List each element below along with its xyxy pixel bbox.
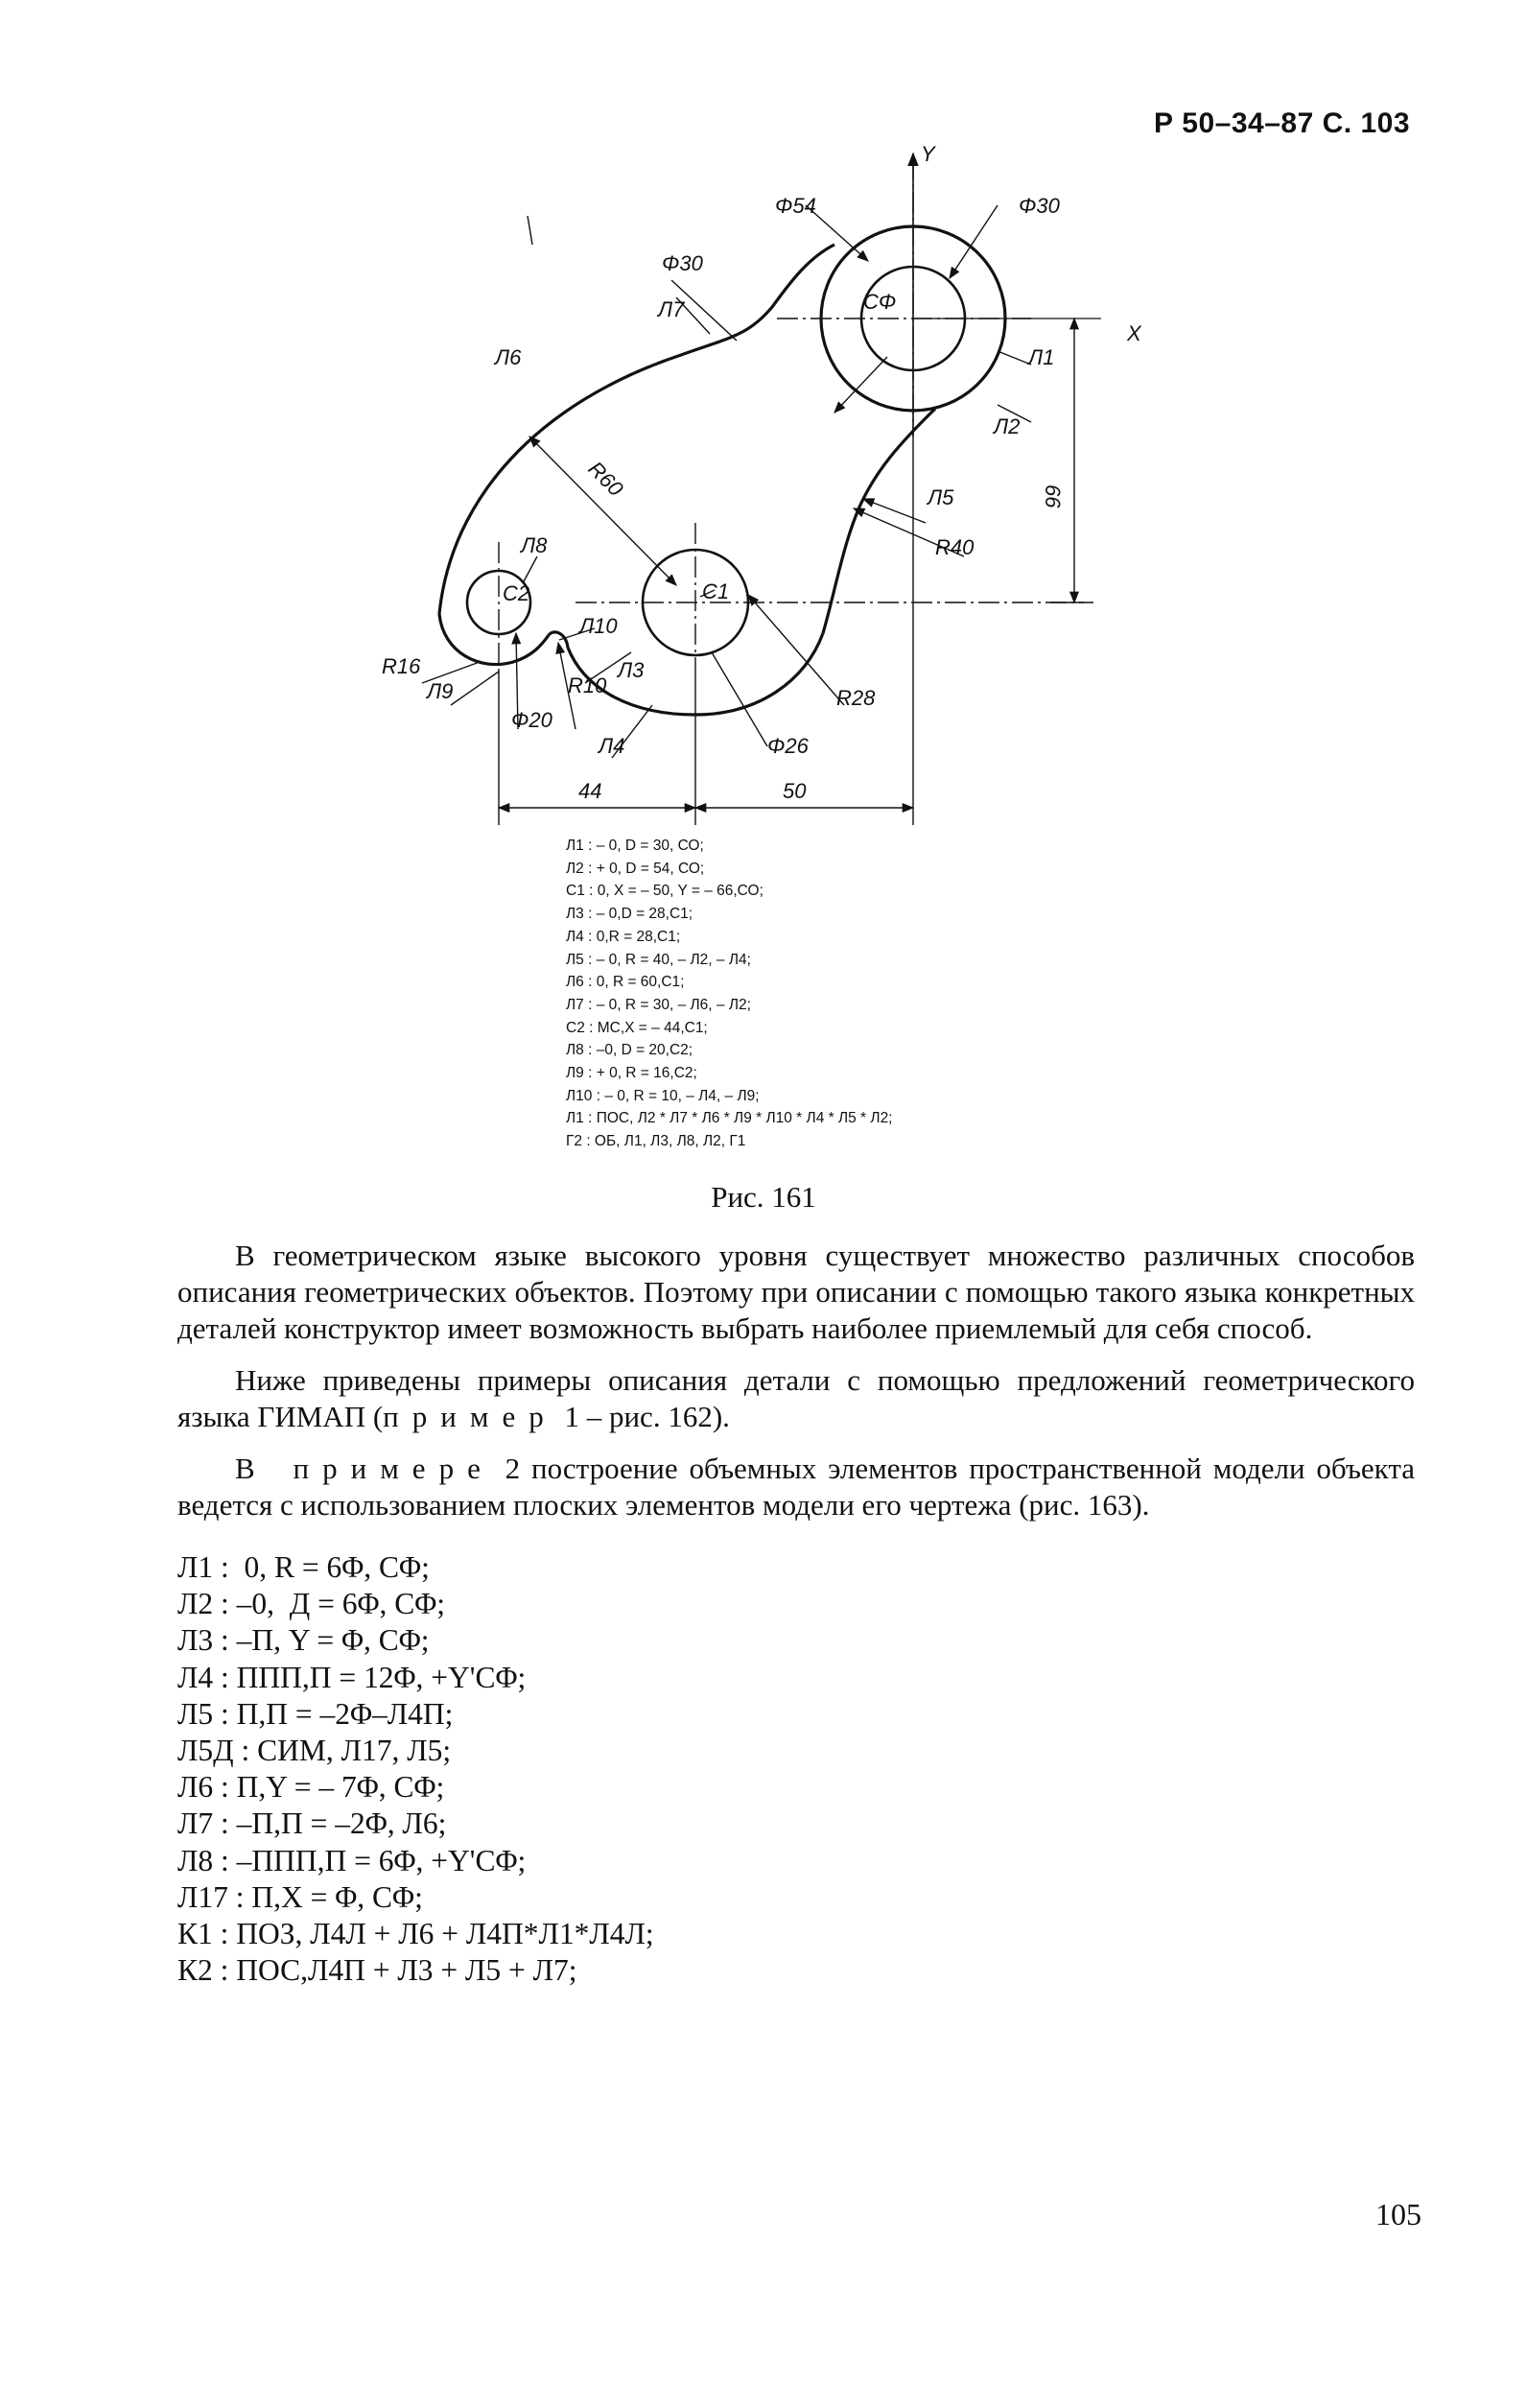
label-d20: Φ20 (511, 708, 552, 732)
label-l4: Л4 (599, 734, 625, 758)
label-r40: R40 (935, 535, 975, 559)
listing-line: Л4 : 0,R = 28,С1; (566, 928, 681, 945)
code-line: Л7 : –П,П = –2Φ, Л6; (177, 1806, 447, 1841)
label-l9: Л9 (427, 679, 454, 703)
label-c2: С2 (503, 581, 530, 605)
paragraph-2-spaced: пример (383, 1400, 557, 1433)
label-d26: Φ26 (767, 734, 809, 758)
code-line: Л2 : –0, Д = 6Φ, СΦ; (177, 1587, 446, 1621)
label-c1: С1 (702, 579, 730, 603)
arc-r16-l9 (439, 614, 549, 665)
label-l1: Л1 (1028, 345, 1055, 369)
figure-listing (566, 835, 893, 1153)
listing-line: Л2 : + 0, D = 54, СО; (566, 860, 705, 877)
label-dim-44: 44 (578, 779, 602, 803)
listing-line: Л1 : – 0, D = 30, СО; (566, 838, 704, 854)
listing-line: Л6 : 0, R = 60,С1; (566, 974, 685, 991)
label-l5: Л5 (928, 485, 954, 509)
y-axis-label: Y (921, 144, 935, 166)
code-line: Л4 : ППП,П = 12Φ, +Y'СΦ; (177, 1660, 527, 1694)
code-listing (177, 1549, 654, 1989)
code-line: Л5Д : СИМ, Л17, Л5; (177, 1734, 452, 1768)
label-dim-50: 50 (783, 779, 807, 803)
paragraph-1: В геометрическом языке высокого уровня существует множество различных способов описания геометрических объектов. Поэтому при описании с помощью такого языка конкретных деталей конструктор имеет возможность выбрать наиболее приемлемый для себя способ. (177, 1239, 1415, 1345)
code-line: К1 : ПОЗ, Л4Л + Л6 + Л4П*Л1*Л4Л; (177, 1917, 654, 1951)
code-line: Л5 : П,П = –2Φ–Л4П; (177, 1696, 454, 1731)
body-text (177, 1238, 1415, 1539)
paragraph-3-end: 2 построение объемных элементов пространственной модели объекта ведется с использованием плоских элементов модели его чертежа (рис. 163). (177, 1452, 1416, 1522)
standard-header: Р 50–34–87 С. 103 (1153, 107, 1410, 139)
x-axis-label: X (1127, 321, 1141, 345)
label-d54: Φ54 (775, 194, 816, 218)
label-cf: СΦ (863, 290, 897, 314)
code-line: Л17 : П,X = Φ, СΦ; (177, 1879, 423, 1914)
arc-r40-l5 (823, 409, 935, 633)
paragraph-2-end: 1 – рис. 162). (556, 1400, 730, 1433)
label-l10: Л10 (579, 614, 618, 638)
figure-caption: Рис. 161 (711, 1180, 816, 1214)
listing-line: Л8 : –0, D = 20,С2; (566, 1042, 693, 1059)
label-l2: Л2 (994, 414, 1021, 438)
code-line: Л6 : П,Y = – 7Φ, СΦ; (177, 1770, 445, 1805)
technical-drawing (364, 144, 1170, 825)
label-l8: Л8 (521, 533, 548, 557)
paragraph-2-start: Ниже приведены примеры описания детали с помощью предложений геометрического языка ГИМАП ( (177, 1363, 1415, 1433)
paragraph-3-spaced: В примере (235, 1452, 494, 1485)
listing-line: Л7 : – 0, R = 30, – Л6, – Л2; (566, 996, 751, 1013)
listing-line: Л1 : ПОС, Л2 * Л7 * Л6 * Л9 * Л10 * Л4 * Л5 * Л2; (566, 1110, 893, 1127)
label-l6: Л6 (495, 345, 522, 369)
paragraph-3 (177, 1451, 1415, 1523)
label-d30-left: Φ30 (662, 251, 703, 275)
listing-line: Л10 : – 0, R = 10, – Л4, – Л9; (566, 1087, 760, 1104)
paragraph-2 (177, 1362, 1415, 1435)
drawing-svg (364, 144, 1170, 825)
label-r28: R28 (836, 686, 876, 710)
listing-line: С1 : 0, X = – 50, Y = – 66,СО; (566, 883, 764, 900)
code-line: Л8 : –ППП,П = 6Φ, +Y'СΦ; (177, 1843, 527, 1877)
label-r60: R60 (583, 456, 628, 502)
listing-line: Л9 : + 0, R = 16,С2; (566, 1065, 697, 1082)
label-l3: Л3 (618, 658, 645, 682)
label-r10: R10 (568, 673, 607, 697)
code-line: К2 : ПОС,Л4П + Л3 + Л5 + Л7; (177, 1953, 577, 1988)
code-line: Л1 : 0, R = 6Φ, СΦ; (177, 1550, 430, 1584)
listing-line: Л3 : – 0,D = 28,С1; (566, 906, 693, 923)
page-number: 105 (1375, 2197, 1421, 2231)
code-line: Л3 : –П, Y = Φ, СΦ; (177, 1623, 430, 1658)
label-d30-top: Φ30 (1019, 194, 1060, 218)
part-outline (439, 226, 1005, 715)
label-l7: Л7 (658, 297, 685, 321)
label-r16: R16 (382, 654, 421, 678)
listing-line: Г2 : ОБ, Л1, Л3, Л8, Л2, Г1 (566, 1133, 746, 1150)
listing-line: С2 : МС,X = – 44,С1; (566, 1019, 708, 1036)
listing-line: Л5 : – 0, R = 40, – Л2, – Л4; (566, 951, 751, 968)
label-dim-66: 66 (1041, 484, 1065, 508)
